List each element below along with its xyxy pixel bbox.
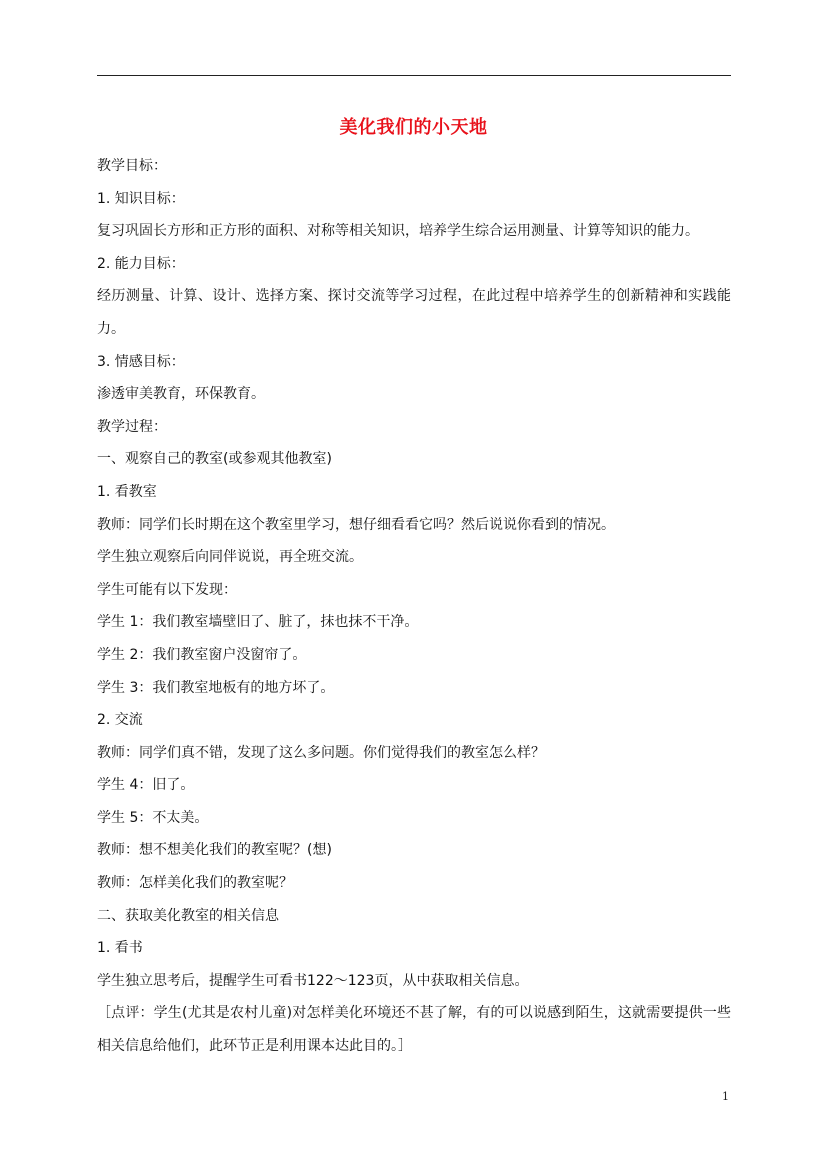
paragraph: 学生 4：旧了。 <box>97 777 195 794</box>
paragraph: 2. 交流 <box>97 712 143 729</box>
paragraph: 2. 能力目标： <box>97 255 185 272</box>
paragraph: 二、获取美化教室的相关信息 <box>97 907 279 924</box>
paragraph: 1. 看教室 <box>97 483 157 500</box>
paragraph: 学生独立观察后向同伴说说，再全班交流。 <box>97 549 363 566</box>
paragraph: 教师：怎样美化我们的教室呢？ <box>97 875 293 892</box>
document-body <box>97 150 737 1063</box>
page-number: 1 <box>722 1090 729 1103</box>
paragraph: 教学过程： <box>97 418 167 435</box>
paragraph: 1. 看书 <box>97 940 143 957</box>
paragraph: 学生独立思考后，提醒学生可看书122～123页，从中获取相关信息。 <box>97 972 529 989</box>
document-title: 美化我们的小天地 <box>339 117 488 138</box>
paragraph: 教师：同学们真不错，发现了这么多问题。你们觉得我们的教室怎么样？ <box>97 744 545 761</box>
paragraph: 学生 3：我们教室地板有的地方坏了。 <box>97 679 335 696</box>
paragraph: 渗透审美教育，环保教育。 <box>97 386 265 403</box>
paragraph: 教师：同学们长时期在这个教室里学习，想仔细看看它吗？然后说说你看到的情况。 <box>97 516 615 533</box>
paragraph: 1. 知识目标： <box>97 190 185 207</box>
paragraph: ［点评：学生(尤其是农村儿童)对怎样美化环境还不甚了解，有的可以说感到陌生，这就需要提供一些相关信息给他们，此环节正是利用课本达此目的。］ <box>97 1005 731 1055</box>
paragraph: 复习巩固长方形和正方形的面积、对称等相关知识，培养学生综合运用测量、计算等知识的能力。 <box>97 223 699 240</box>
paragraph: 3. 情感目标： <box>97 353 185 370</box>
paragraph: 学生可能有以下发现： <box>97 581 237 598</box>
paragraph: 经历测量、计算、设计、选择方案、探讨交流等学习过程，在此过程中培养学生的创新精神和实践能力。 <box>97 288 731 337</box>
paragraph: 学生 1：我们教室墙壁旧了、脏了，抹也抹不干净。 <box>97 614 419 631</box>
paragraph: 学生 2：我们教室窗户没窗帘了。 <box>97 646 307 663</box>
paragraph: 教学目标： <box>97 158 167 174</box>
paragraph: 学生 5：不太美。 <box>97 809 209 826</box>
header-rule <box>97 75 731 76</box>
paragraph: 一、观察自己的教室(或参观其他教室) <box>97 451 332 468</box>
paragraph: 教师：想不想美化我们的教室呢？(想) <box>97 842 332 859</box>
